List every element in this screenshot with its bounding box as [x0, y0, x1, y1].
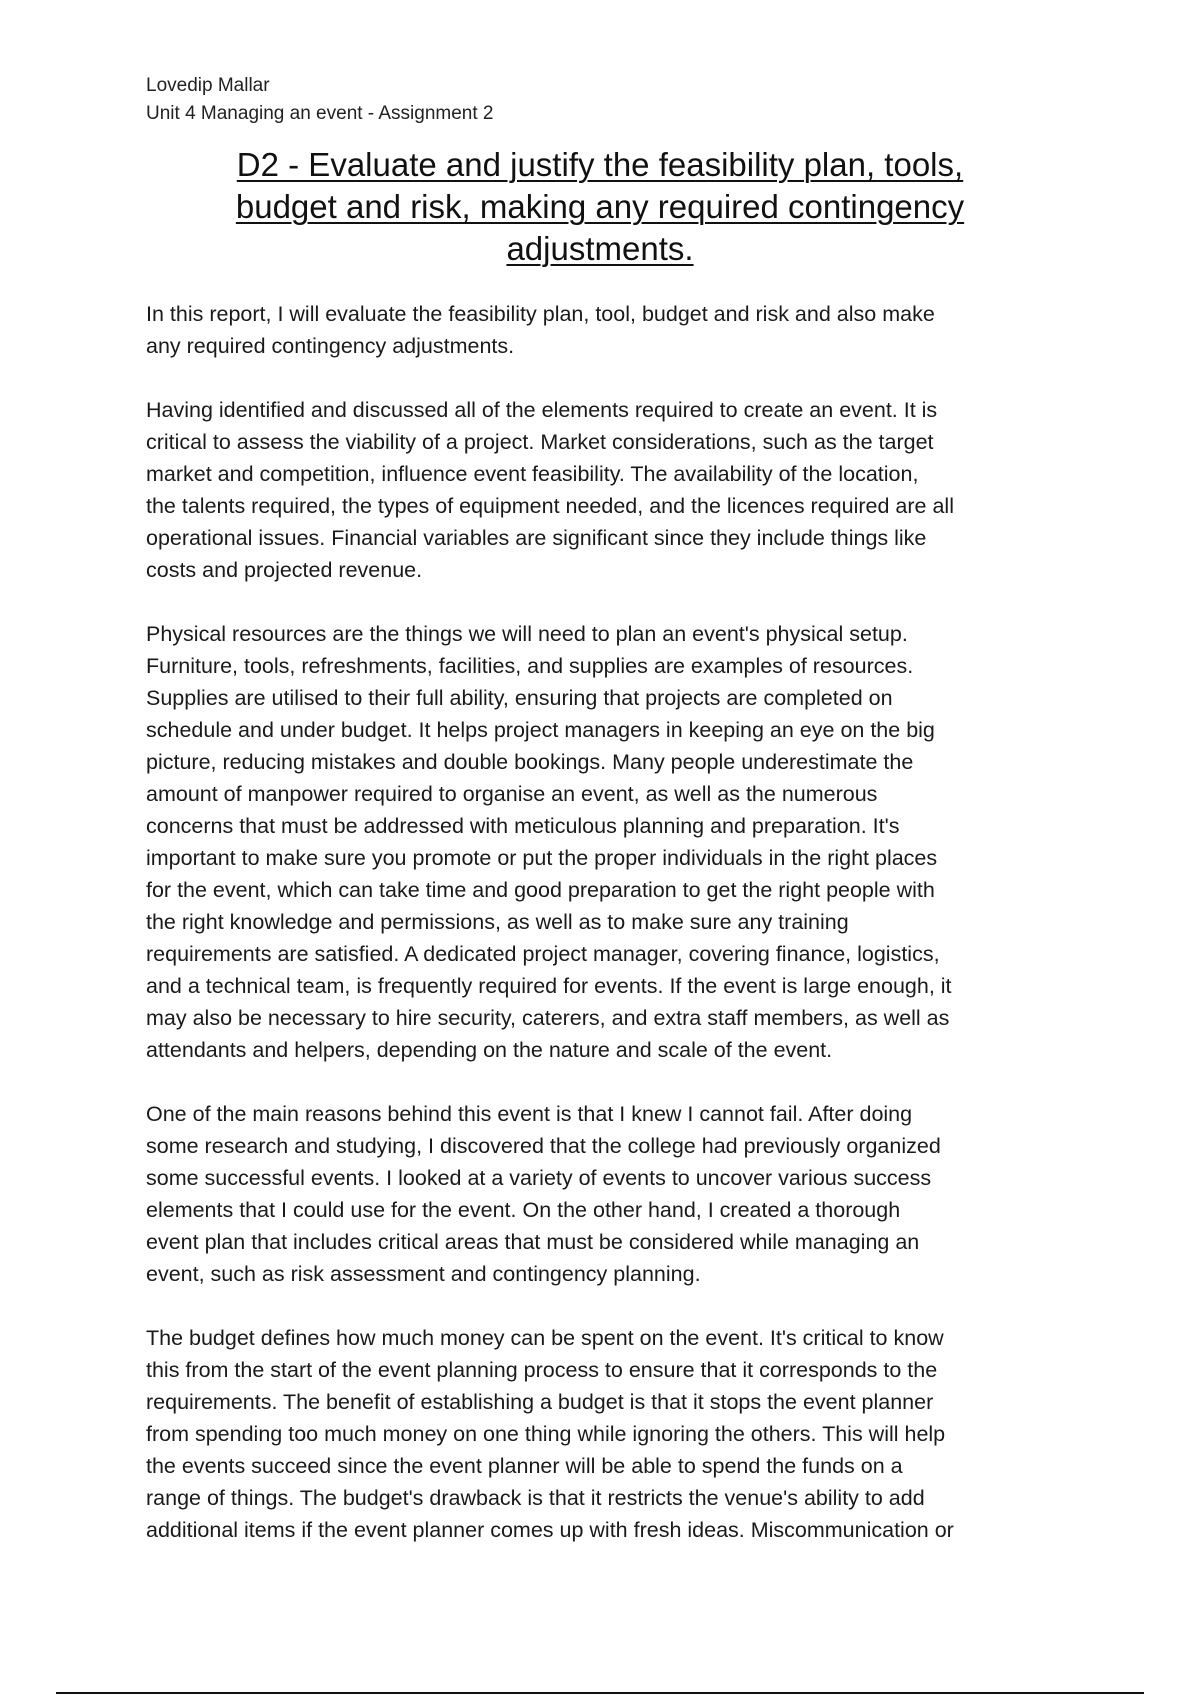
- text-line: Supplies are utilised to their full ability, ensuring that projects are completed on: [146, 686, 893, 710]
- text-line: schedule and under budget. It helps project managers in keeping an eye on the big: [146, 718, 935, 742]
- text-line: operational issues. Financial variables are significant since they include things like: [146, 526, 927, 550]
- document-body: [146, 298, 1066, 1578]
- text-line: some research and studying, I discovered that the college had previously organized: [146, 1134, 941, 1158]
- text-line: Having identified and discussed all of the elements required to create an event. It is: [146, 398, 938, 422]
- text-line: additional items if the event planner comes up with fresh ideas. Miscommunication or: [146, 1518, 954, 1542]
- paragraph-intro: [146, 298, 1066, 362]
- page-bottom-rule: [56, 1692, 1144, 1694]
- text-line: from spending too much money on one thing while ignoring the others. This will help: [146, 1422, 946, 1446]
- text-line: The budget defines how much money can be spent on the event. It's critical to know: [146, 1326, 944, 1350]
- text-line: and a technical team, is frequently required for events. If the event is large enough, it: [146, 974, 952, 998]
- text-line: market and competition, influence event feasibility. The availability of the location,: [146, 462, 919, 486]
- text-line: requirements. The benefit of establishing a budget is that it stops the event planner: [146, 1390, 934, 1414]
- text-line: Physical resources are the things we will need to plan an event's physical setup.: [146, 622, 908, 646]
- text-line: requirements are satisfied. A dedicated project manager, covering finance, logistics,: [146, 942, 940, 966]
- text-line: for the event, which can take time and good preparation to get the right people with: [146, 878, 935, 902]
- text-line: picture, reducing mistakes and double bookings. Many people underestimate the: [146, 750, 914, 774]
- unit-assignment-label: Unit 4 Managing an event - Assignment 2: [146, 103, 494, 124]
- text-line: the talents required, the types of equipment needed, and the licences required are all: [146, 494, 954, 518]
- text-line: In this report, I will evaluate the feasibility plan, tool, budget and risk and also make: [146, 302, 935, 326]
- text-line: event plan that includes critical areas that must be considered while managing an: [146, 1230, 920, 1254]
- paragraph-feasibility: [146, 394, 1066, 586]
- paragraph-resources: [146, 618, 1066, 1066]
- text-line: range of things. The budget's drawback is that it restricts the venue's ability to add: [146, 1486, 925, 1510]
- text-line: may also be necessary to hire security, caterers, and extra staff members, as well as: [146, 1006, 950, 1030]
- document-title: [160, 144, 1040, 270]
- text-line: event, such as risk assessment and contingency planning.: [146, 1262, 701, 1286]
- text-line: this from the start of the event planning process to ensure that it corresponds to the: [146, 1358, 938, 1382]
- text-line: costs and projected revenue.: [146, 558, 423, 582]
- title-line: adjustments.: [506, 230, 694, 267]
- text-line: Furniture, tools, refreshments, facilities, and supplies are examples of resources.: [146, 654, 914, 678]
- title-line: budget and risk, making any required contingency: [235, 188, 965, 225]
- text-line: elements that I could use for the event. On the other hand, I created a thorough: [146, 1198, 901, 1222]
- author-name: Lovedip Mallar: [146, 75, 270, 96]
- text-line: One of the main reasons behind this event is that I knew I cannot fail. After doing: [146, 1102, 913, 1126]
- text-line: any required contingency adjustments.: [146, 334, 515, 358]
- text-line: important to make sure you promote or put the proper individuals in the right places: [146, 846, 938, 870]
- text-line: critical to assess the viability of a project. Market considerations, such as the target: [146, 430, 934, 454]
- text-line: attendants and helpers, depending on the nature and scale of the event.: [146, 1038, 833, 1062]
- title-line: D2 - Evaluate and justify the feasibility plan, tools,: [236, 146, 964, 183]
- text-line: the right knowledge and permissions, as well as to make sure any training: [146, 910, 849, 934]
- text-line: some successful events. I looked at a variety of events to uncover various success: [146, 1166, 932, 1190]
- paragraph-reasons: [146, 1098, 1066, 1290]
- document-header: [146, 72, 493, 128]
- text-line: the events succeed since the event planner will be able to spend the funds on a: [146, 1454, 903, 1478]
- paragraph-budget: [146, 1322, 1066, 1546]
- text-line: amount of manpower required to organise an event, as well as the numerous: [146, 782, 878, 806]
- text-line: concerns that must be addressed with meticulous planning and preparation. It's: [146, 814, 900, 838]
